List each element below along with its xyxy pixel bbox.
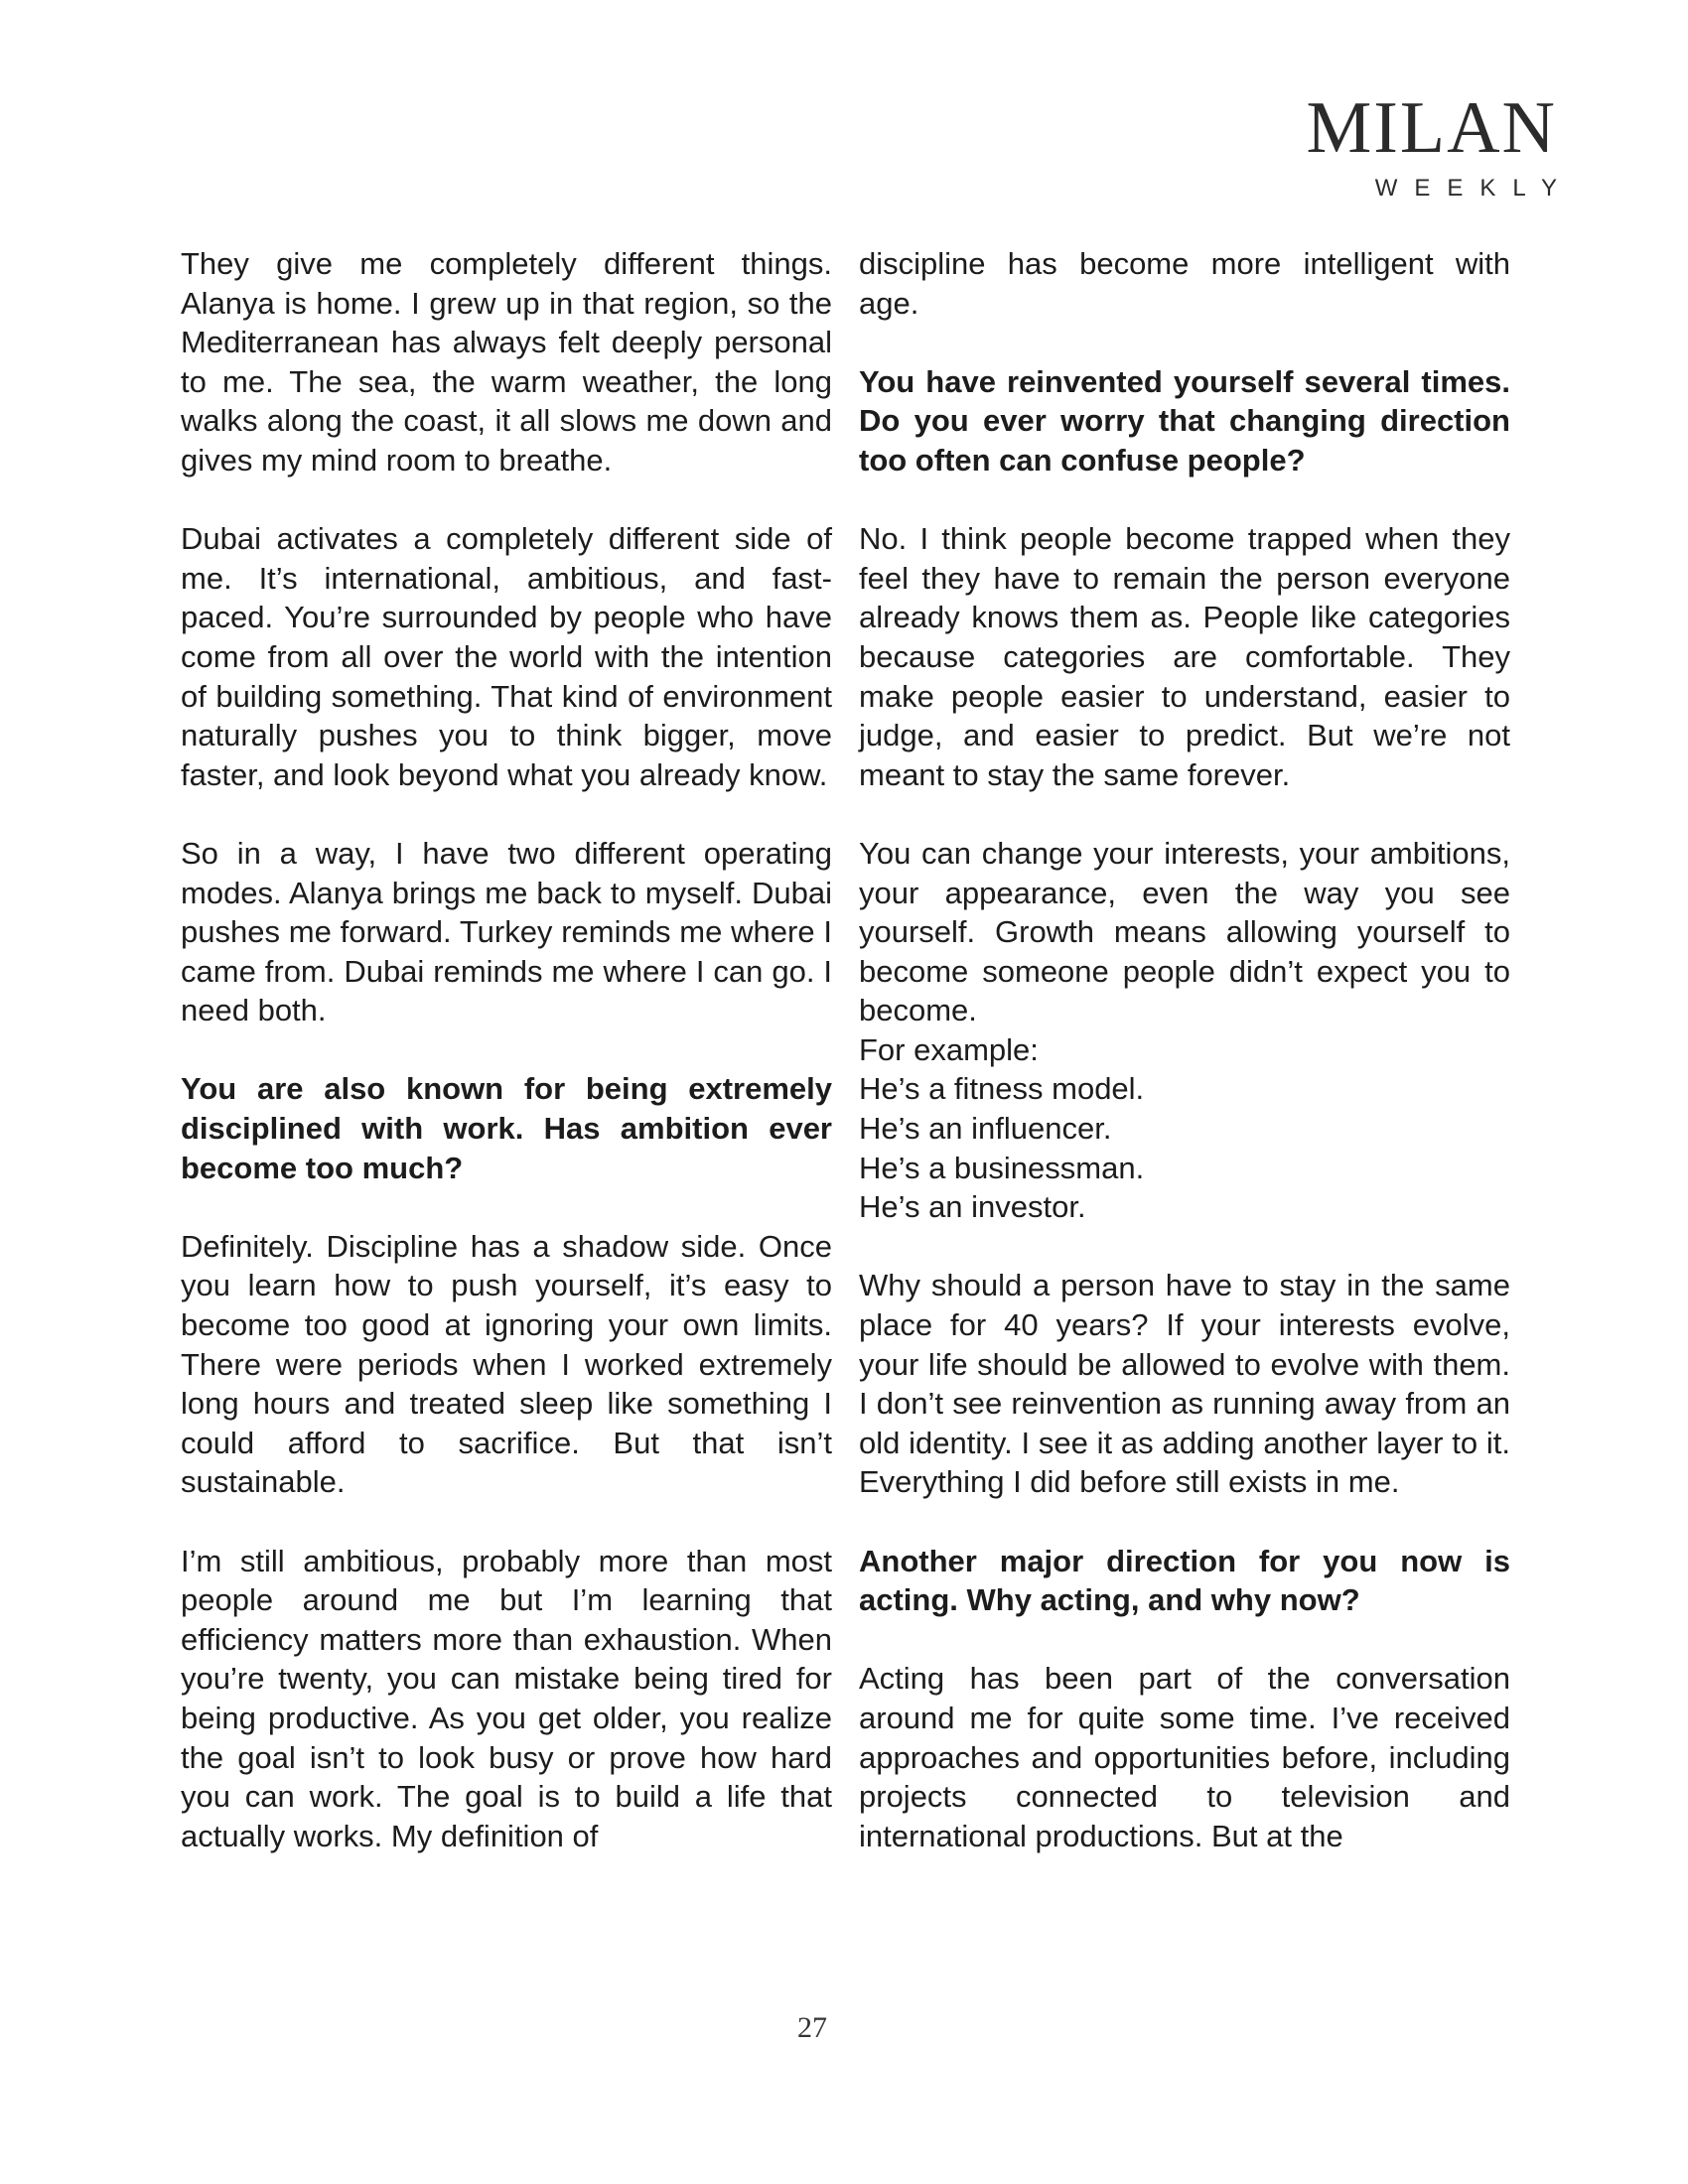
- paragraph: I’m still ambitious, probably more than most people around me but I’m learning that efficiency matters more than exhaustion. When you’re twenty, you can mistake being tired for being productive. As you get older, you realize the goal isn’t to look busy or prove how hard you can work. The goal is to build a life that actually works. My definition of: [181, 1543, 832, 1853]
- paragraph: Why should a person have to stay in the same place for 40 years? If your interests evolve, your life should be allowed to evolve with them. I don’t see reinvention as running away from an old identity. I see it as adding another layer to it. Everything I did before still exists in me.: [859, 1268, 1510, 1500]
- paragraph: Definitely. Discipline has a shadow side. Once you learn how to push yourself, it’s easy to become too good at ignoring your own limits. There were periods when I worked extremely long hours and treated sleep like something I could afford to sacrifice. But that isn’t sustainable.: [181, 1228, 832, 1500]
- interview-question: Another major direction for you now is acting. Why acting, and why now?: [859, 1543, 1510, 1618]
- magazine-subtitle: WEEKLY: [1374, 175, 1574, 202]
- paragraph: Dubai activates a completely different side of me. It’s international, ambitious, and fast-paced. You’re surrounded by people who have come from all over the world with the intention of building something. That kind of environment naturally pushes you to think bigger, move faster, and look beyond what you already know.: [181, 521, 832, 792]
- paragraph: You can change your interests, your ambitions, your appearance, even the way you see yourself. Growth means allowing yourself to become someone people didn’t expect you to become.: [859, 835, 1510, 1028]
- right-column: [859, 244, 1510, 1855]
- paragraph: No. I think people become trapped when they feel they have to remain the person everyone already knows them as. People like categories because categories are comfortable. They make people easier to understand, easier to judge, and easier to predict. But we’re not meant to stay the same forever.: [859, 521, 1510, 792]
- page-number: 27: [797, 2011, 827, 2044]
- magazine-title: MILAN: [1306, 87, 1557, 169]
- masthead-logo: [1259, 87, 1574, 203]
- left-column: [181, 244, 832, 1855]
- example-line: He’s an investor.: [859, 1189, 1086, 1225]
- paragraph: They give me completely different things. Alanya is home. I grew up in that region, so the Mediterranean has always felt deeply personal to me. The sea, the warm weather, the long walks along the coast, it all slows me down and gives my mind room to breathe.: [181, 246, 832, 478]
- example-line: For example:: [859, 1031, 1039, 1067]
- paragraph: discipline has become more intelligent with age.: [859, 246, 1510, 321]
- paragraph: Acting has been part of the conversation around me for quite some time. I’ve received approaches and opportunities before, including projects connected to television and international productions. But at the: [859, 1661, 1510, 1853]
- interview-question: You have reinvented yourself several times. Do you ever worry that changing direction too often can confuse people?: [859, 363, 1510, 478]
- example-line: He’s an influencer.: [859, 1111, 1112, 1147]
- example-line: He’s a fitness model.: [859, 1071, 1145, 1107]
- example-line: He’s a businessman.: [859, 1150, 1145, 1185]
- paragraph: So in a way, I have two different operating modes. Alanya brings me back to myself. Dubai pushes me forward. Turkey reminds me where I came from. Dubai reminds me where I can go. I need both.: [181, 835, 832, 1028]
- interview-question: You are also known for being extremely disciplined with work. Has ambition ever become too much?: [181, 1071, 832, 1185]
